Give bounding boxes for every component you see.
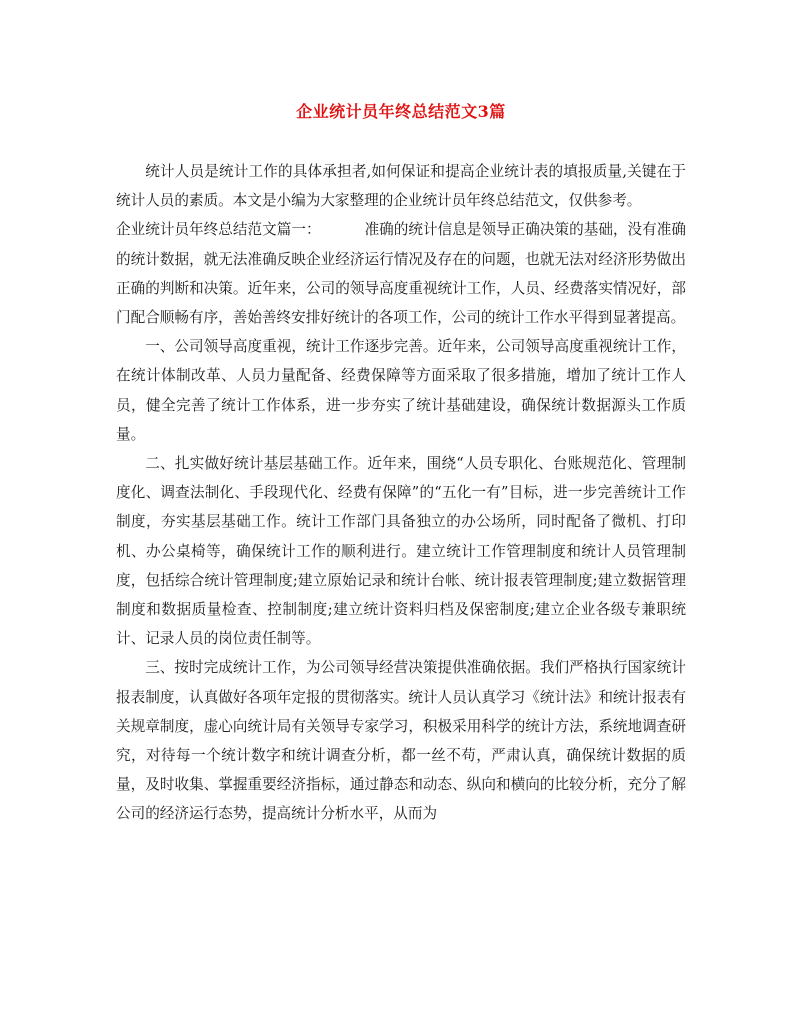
point3-paragraph: 三、按时完成统计工作，为公司领导经营决策提供准确依据。我们严格执行国家统计报表制度，认真做好各项年定报的贯彻落实。统计人员认真学习《统计法》和统计报表有关规章制度，虚心向统计局有关领导专家学习，积极采用科学的统计方法，系统地调查研究，对待每一个统计数字和统计调查分析，都一丝不苟，严肃认真，确保统计数据的质量，及时收集、掌握重要经济指标，通过静态和动态、纵向和横向的比较分析，充分了解公司的经济运行态势，提高统计分析水平，从而为 — [116, 659, 686, 823]
point1-paragraph: 一、公司领导高度重视，统计工作逐步完善。近年来，公司领导高度重视统计工作，在统计体制改革、人员力量配备、经费保障等方面采取了很多措施，增加了统计工作人员，健全完善了统计工作体系，进一步夯实了统计基础建设，确保统计数据源头工作质量。 — [116, 338, 686, 443]
section1-heading: 企业统计员年终总结范文篇一： — [116, 221, 321, 239]
document-page — [116, 100, 686, 829]
section1-paragraph — [116, 215, 686, 332]
document-title: 企业统计员年终总结范文3篇 — [296, 102, 506, 121]
section1-text: 准确的统计信息是领导正确决策的基础，没有准确的统计数据，就无法准确反映企业经济运行情况及存在的问题，也就无法对经济形势做出正确的判断和决策。近年来，公司的领导高度重视统计工作，人员、经费落实情况好，部门配合顺畅有序，善始善终安排好统计的各项工作，公司的统计工作水平得到显著提高。 — [116, 221, 686, 327]
point2-paragraph: 二、扎实做好统计基层基础工作。近年来，围绕“人员专职化、台账规范化、管理制度化、调查法制化、手段现代化、经费有保障”的“五化一有”目标，进一步完善统计工作制度，夯实基层基础工作。统计工作部门具备独立的办公场所，同时配备了微机、打印机、办公桌椅等，确保统计工作的顺利进行。建立统计工作管理制度和统计人员管理制度，包括综合统计管理制度;建立原始记录和统计台帐、统计报表管理制度;建立数据管理制度和数据质量检查、控制制度;建立统计资料归档及保密制度;建立企业各级专兼职统计、记录人员的岗位责任制等。 — [116, 455, 686, 648]
intro-paragraph: 统计人员是统计工作的具体承担者,如何保证和提高企业统计表的填报质量,关键在于统计人员的素质。本文是小编为大家整理的企业统计员年终总结范文，仅供参考。 — [116, 163, 686, 210]
